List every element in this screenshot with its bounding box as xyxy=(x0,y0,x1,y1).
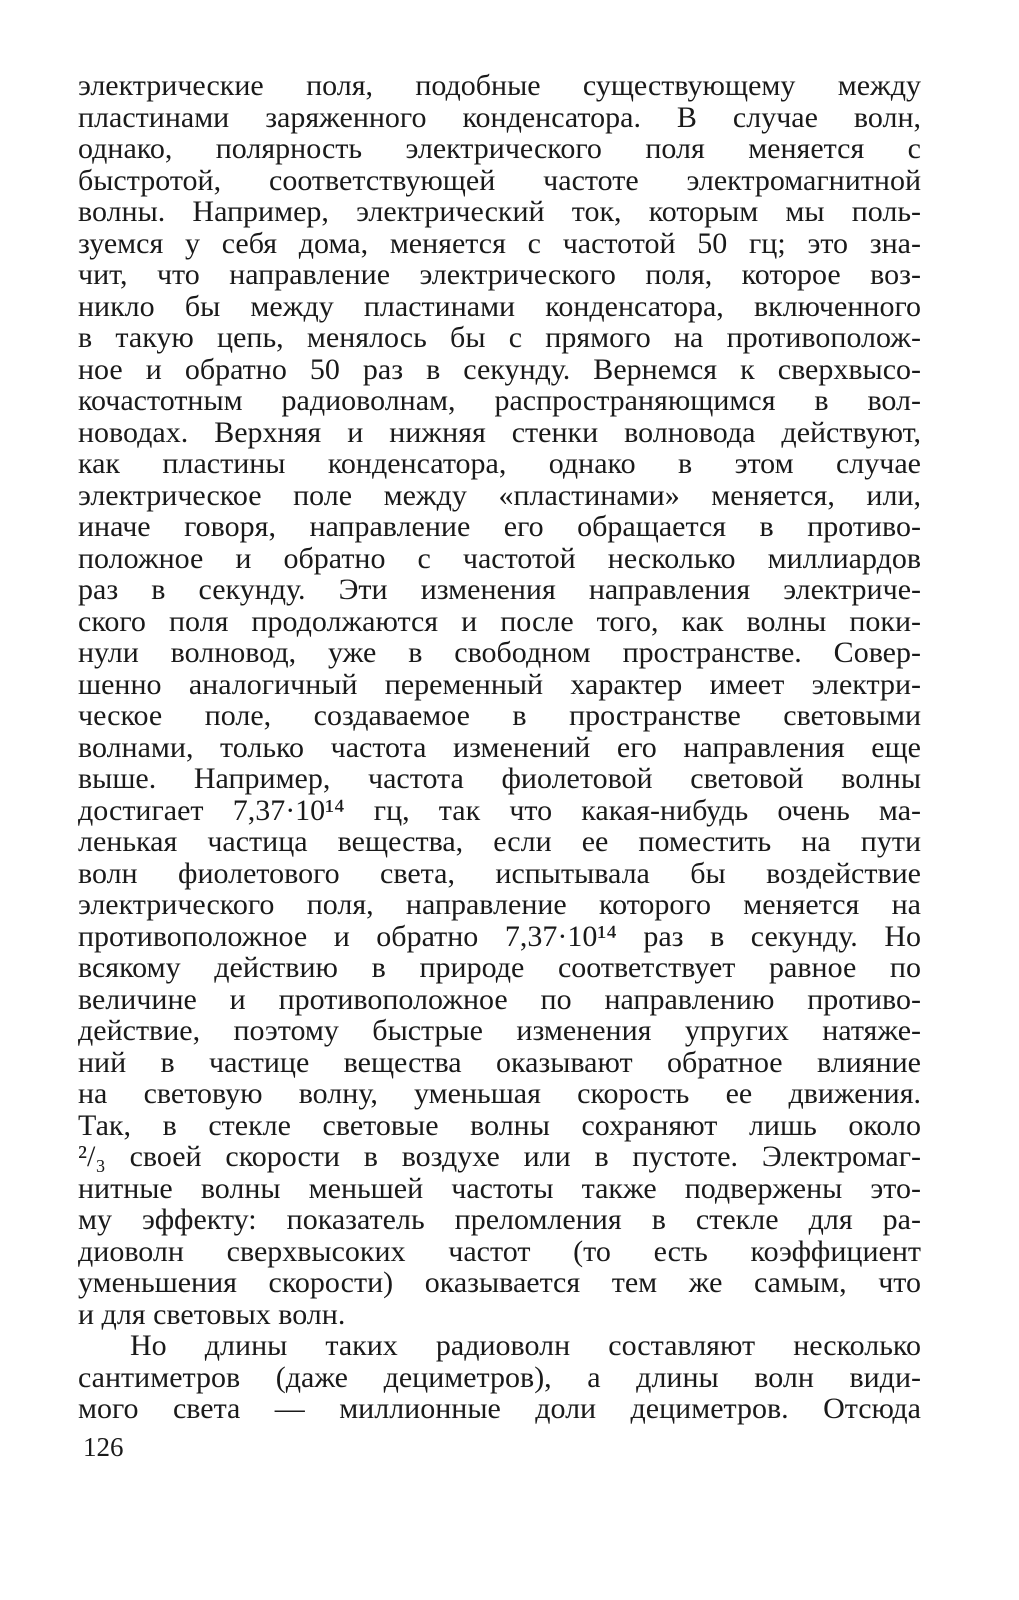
text-line: сантиметров (даже дециметров), а длины волн види- xyxy=(78,1360,921,1394)
text-line: му эффекту: показатель преломления в стекле для ра- xyxy=(78,1203,921,1236)
text-line: Так, в стекле световые волны сохраняют лишь около xyxy=(78,1108,921,1142)
text-line: шенно аналогичный переменный характер имеет электри- xyxy=(78,667,921,701)
text-line: на световую волну, уменьшая скорость ее движения. xyxy=(78,1077,921,1110)
text-line: новодах. Верхняя и нижняя стенки волновода действуют, xyxy=(78,415,921,449)
text-line: волнами, только частота изменений его направления еще xyxy=(78,730,921,764)
text-line: электрического поля, направление которого меняется на xyxy=(78,888,921,921)
text-line: величине и противоположное по направлению противо- xyxy=(78,982,921,1016)
text-line: ского поля продолжаются и после того, как волны поки- xyxy=(78,604,921,638)
text-line: никло бы между пластинами конденсатора, включенного xyxy=(78,289,921,323)
text-line: волн фиолетового света, испытывала бы воздействие xyxy=(78,856,921,890)
text-line: ленькая частица вещества, если ее поместить на пути xyxy=(78,825,921,858)
text-line: иначе говоря, направление его обращается в противо- xyxy=(78,510,921,543)
text-line: в такую цепь, менялось бы с прямого на противополож- xyxy=(78,321,921,354)
text-line: всякому действию в природе соответствует равное по xyxy=(78,951,921,984)
text-line: пластинами заряженного конденсатора. В случае волн, xyxy=(78,100,921,134)
text-line: кочастотным радиоволнам, распространяющимся в вол- xyxy=(78,384,921,417)
page-body xyxy=(78,70,921,1425)
text-line: противоположное и обратно 7,37·10¹⁴ раз в секунду. Но xyxy=(78,919,921,953)
text-line: и для световых волн. xyxy=(78,1297,346,1331)
text-line: ное и обратно 50 раз в секунду. Вернемся к сверхвысо- xyxy=(78,352,921,386)
text-line: однако, полярность электрического поля меняется с xyxy=(78,132,921,165)
text-line: диоволн сверхвысоких частот (то есть коэффициент xyxy=(78,1234,921,1268)
text-line: мого света — миллионные доли дециметров. Отсюда xyxy=(78,1392,921,1425)
text-line: раз в секунду. Эти изменения направления электриче- xyxy=(78,573,921,606)
paragraph-2 xyxy=(78,1330,921,1425)
text-line: как пластины конденсатора, однако в этом случае xyxy=(78,447,921,480)
text-line: ний в частице вещества оказывают обратное влияние xyxy=(78,1045,921,1079)
text-line: чит, что направление электрического поля, которое воз- xyxy=(78,258,921,291)
text-line: уменьшения скорости) оказывается тем же самым, что xyxy=(78,1266,921,1299)
text-line: электрические поля, подобные существующему между xyxy=(78,69,921,102)
text-line: нитные волны меньшей частоты также подвержены это- xyxy=(78,1171,921,1205)
text-line: быстротой, соответствующей частоте электромагнитной xyxy=(78,163,921,197)
page-number: 126 xyxy=(83,1432,124,1462)
text-line: положное и обратно с частотой несколько миллиардов xyxy=(78,541,921,575)
text-line: действие, поэтому быстрые изменения упругих натяже- xyxy=(78,1014,921,1047)
text-line: зуемся у себя дома, меняется с частотой 50 гц; это зна- xyxy=(78,226,921,260)
text-line: нули волновод, уже в свободном пространстве. Совер- xyxy=(78,636,921,669)
text-line: ²/₃ своей скорости в воздухе или в пустоте. Электромаг- xyxy=(78,1140,921,1173)
paragraph-1 xyxy=(78,70,921,1330)
text-line: выше. Например, частота фиолетовой световой волны xyxy=(78,762,921,795)
text-line: электрическое поле между «пластинами» меняется, или, xyxy=(78,478,921,512)
text-line: достигает 7,37·10¹⁴ гц, так что какая-нибудь очень ма- xyxy=(78,793,921,827)
text-line: ческое поле, создаваемое в пространстве световыми xyxy=(78,699,921,732)
text-line: волны. Например, электрический ток, которым мы поль- xyxy=(78,195,921,228)
text-line: Но длины таких радиоволн составляют несколько xyxy=(130,1329,921,1362)
